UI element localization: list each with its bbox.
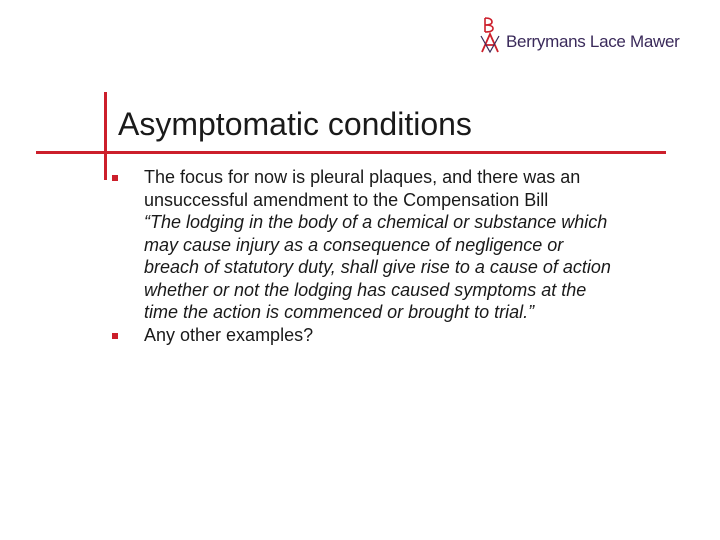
slide-title: Asymptomatic conditions — [118, 106, 472, 142]
accent-rule-vertical — [104, 92, 107, 180]
berrymans-monogram-icon — [479, 16, 501, 54]
quote-line: time the action is commenced or brought to trial.” — [144, 302, 535, 322]
quote-line: may cause injury as a consequence of negligence or — [144, 234, 564, 255]
bullet-item — [110, 324, 670, 347]
bullet-text-line: The focus for now is pleural plaques, and there was an — [144, 167, 581, 187]
quote-line: whether or not the lodging has caused symptoms at the — [144, 279, 587, 300]
square-bullet-icon — [112, 175, 118, 181]
slide-body — [110, 166, 670, 346]
accent-rule-horizontal — [36, 151, 666, 154]
quote-line: “The lodging in the body of a chemical or substance which — [144, 212, 608, 232]
company-logo — [479, 16, 679, 56]
quote-line: breach of statutory duty, shall give rise to a cause of action — [144, 257, 611, 277]
bullet-text-line: unsuccessful amendment to the Compensation Bill — [144, 189, 549, 210]
company-name: Berrymans Lace Mawer — [506, 32, 680, 51]
bullet-text-line: Any other examples? — [144, 324, 314, 345]
square-bullet-icon — [112, 333, 118, 339]
bullet-item — [110, 166, 670, 211]
quoted-amendment — [110, 211, 670, 324]
